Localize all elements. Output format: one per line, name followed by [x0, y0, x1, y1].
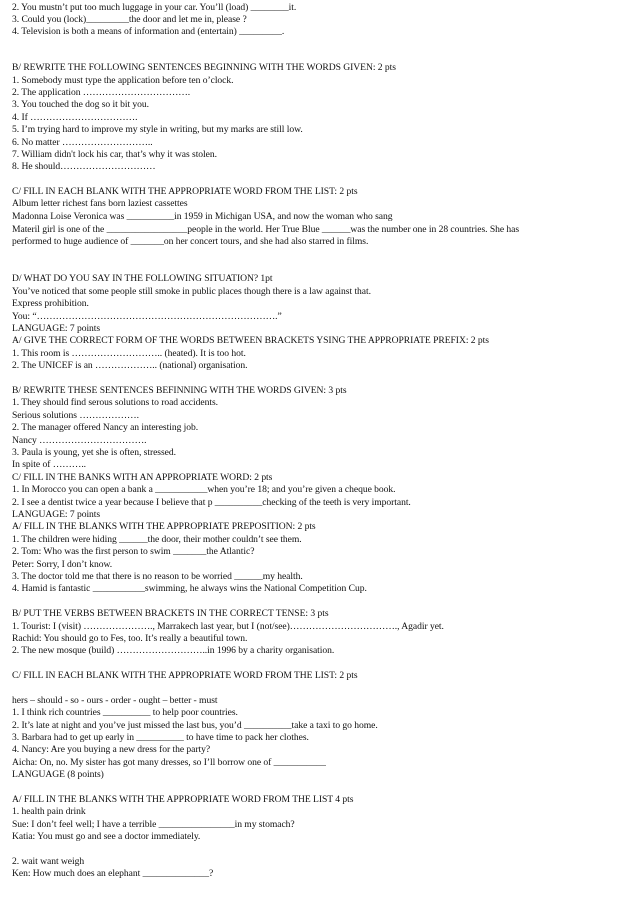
text-line: B/ REWRITE THESE SENTENCES BEFINNING WITH THE WORDS GIVEN: 3 pts	[12, 385, 347, 396]
text-line: 1. This room is ……………………….. (heated). It is too hot.	[12, 348, 246, 359]
text-line: 1. health pain drink	[12, 806, 86, 817]
text-line: LANGUAGE: 7 points	[12, 509, 101, 520]
text-line: A/ GIVE THE CORRECT FORM OF THE WORDS BETWEEN BRACKETS YSING THE APPROPRIATE PREFIX: 2 pts	[12, 335, 489, 346]
text-line: Madonna Loise Veronica was __________in 1959 in Michigan USA, and now the woman who sang	[12, 211, 393, 222]
text-line: 4. Television is both a means of information and (entertain) _________.	[12, 26, 285, 37]
text-line: LANGUAGE: 7 points	[12, 323, 101, 334]
text-line: 4. Nancy: Are you buying a new dress for the party?	[12, 744, 211, 755]
text-line: D/ WHAT DO YOU SAY IN THE FOLLOWING SITUATION? 1pt	[12, 273, 273, 284]
text-line: hers – should - so - ours - order - ought – better - must	[12, 695, 218, 706]
text-line: C/ FILL IN THE BANKS WITH AN APPROPRIATE WORD: 2 pts	[12, 472, 273, 483]
text-line: 3. Could you (lock)_________the door and let me in, please ?	[12, 14, 247, 25]
text-line: 6. No matter ………………………..	[12, 137, 153, 148]
text-line: 1. Tourist: I (visit) …………………., Marrakech last year, but I (not/see)……………………………., Agadir yet.	[12, 621, 444, 632]
text-line: C/ FILL IN EACH BLANK WITH THE APPROPRIATE WORD FROM THE LIST: 2 pts	[12, 670, 358, 681]
text-line: 2. It’s late at night and you’ve just missed the last bus, you’d __________take a taxi to go home.	[12, 720, 378, 731]
text-line: You: “………………………………………………………………….”	[12, 311, 282, 322]
text-line: 1. In Morocco you can open a bank a ___________when you’re 18; and you’re given a cheque book.	[12, 484, 396, 495]
text-line: 3. The doctor told me that there is no reason to be worried ______my health.	[12, 571, 303, 582]
text-line: 4. Hamid is fantastic ___________swimming, he always wins the National Competition Cup.	[12, 583, 367, 594]
text-line: 2. I see a dentist twice a year because I believe that p __________checking of the teeth is very important.	[12, 497, 411, 508]
text-line: performed to huge audience of _______on her concert tours, and she had also starred in films.	[12, 236, 369, 247]
text-line: Materil girl is one of the _________________people in the world. Her True Blue ______was the number one in 28 countries. She has	[12, 224, 520, 235]
text-line: B/ REWRITE THE FOLLOWING SENTENCES BEGINNING WITH THE WORDS GIVEN: 2 pts	[12, 62, 396, 73]
text-line: C/ FILL IN EACH BLANK WITH THE APPROPRIATE WORD FROM THE LIST: 2 pts	[12, 186, 358, 197]
text-line: 5. I’m trying hard to improve my style in writing, but my marks are still low.	[12, 124, 303, 135]
text-line: Express prohibition.	[12, 298, 89, 309]
text-line: Nancy …………………………….	[12, 435, 147, 446]
text-line: 2. wait want weigh	[12, 856, 85, 867]
text-line: 1. Somebody must type the application before ten o’clock.	[12, 75, 234, 86]
text-line: In spite of ………..	[12, 459, 87, 470]
text-line: You’ve noticed that some people still smoke in public places though there is a law against that.	[12, 286, 371, 297]
text-line: 2. You mustn’t put too much luggage in your car. You’ll (load) ________it.	[12, 2, 297, 13]
text-line: LANGUAGE (8 points)	[12, 769, 104, 780]
text-line: Peter: Sorry, I don’t know.	[12, 559, 113, 570]
text-line: Sue: I don’t feel well; I have a terrible ________________in my stomach?	[12, 819, 295, 830]
text-line: Serious solutions ……………….	[12, 410, 139, 421]
text-line: 3. Paula is young, yet she is often, stressed.	[12, 447, 176, 458]
text-line: 2. The UNICEF is an ……………….. (national) organisation.	[12, 360, 248, 371]
text-line: Rachid: You should go to Fes, too. It’s really a beautiful town.	[12, 633, 248, 644]
text-line: 8. He should…………………………	[12, 161, 156, 172]
text-line: 1. The children were hiding ______the door, their mother couldn’t see them.	[12, 534, 302, 545]
text-line: 4. If …………………………….	[12, 112, 138, 123]
text-line: A/ FILL IN THE BLANKS WITH THE APPROPRIATE PREPOSITION: 2 pts	[12, 521, 316, 532]
text-line: Album letter richest fans born laziest cassettes	[12, 198, 188, 209]
text-line: Aicha: On, no. My sister has got many dresses, so I’ll borrow one of ___________	[12, 757, 326, 768]
text-line: Katia: You must go and see a doctor immediately.	[12, 831, 201, 842]
text-line: 7. William didn't lock his car, that’s why it was stolen.	[12, 149, 217, 160]
text-line: 2. Tom: Who was the first person to swim _______the Atlantic?	[12, 546, 255, 557]
text-line: 1. I think rich countries __________ to help poor countries.	[12, 707, 238, 718]
text-line: 2. The manager offered Nancy an interesting job.	[12, 422, 199, 433]
text-line: B/ PUT THE VERBS BETWEEN BRACKETS IN THE CORRECT TENSE: 3 pts	[12, 608, 329, 619]
text-line: 3. Barbara had to get up early in __________ to have time to pack her clothes.	[12, 732, 309, 743]
text-line: A/ FILL IN THE BLANKS WITH THE APPROPRIATE WORD FROM THE LIST 4 pts	[12, 794, 354, 805]
text-line: 2. The application …………………………….	[12, 87, 191, 98]
text-line: 1. They should find serous solutions to road accidents.	[12, 397, 218, 408]
text-line: 2. The new mosque (build) ………………………..in 1996 by a charity organisation.	[12, 645, 335, 656]
text-line: 3. You touched the dog so it bit you.	[12, 99, 149, 110]
text-line: Ken: How much does an elephant ______________?	[12, 868, 214, 879]
